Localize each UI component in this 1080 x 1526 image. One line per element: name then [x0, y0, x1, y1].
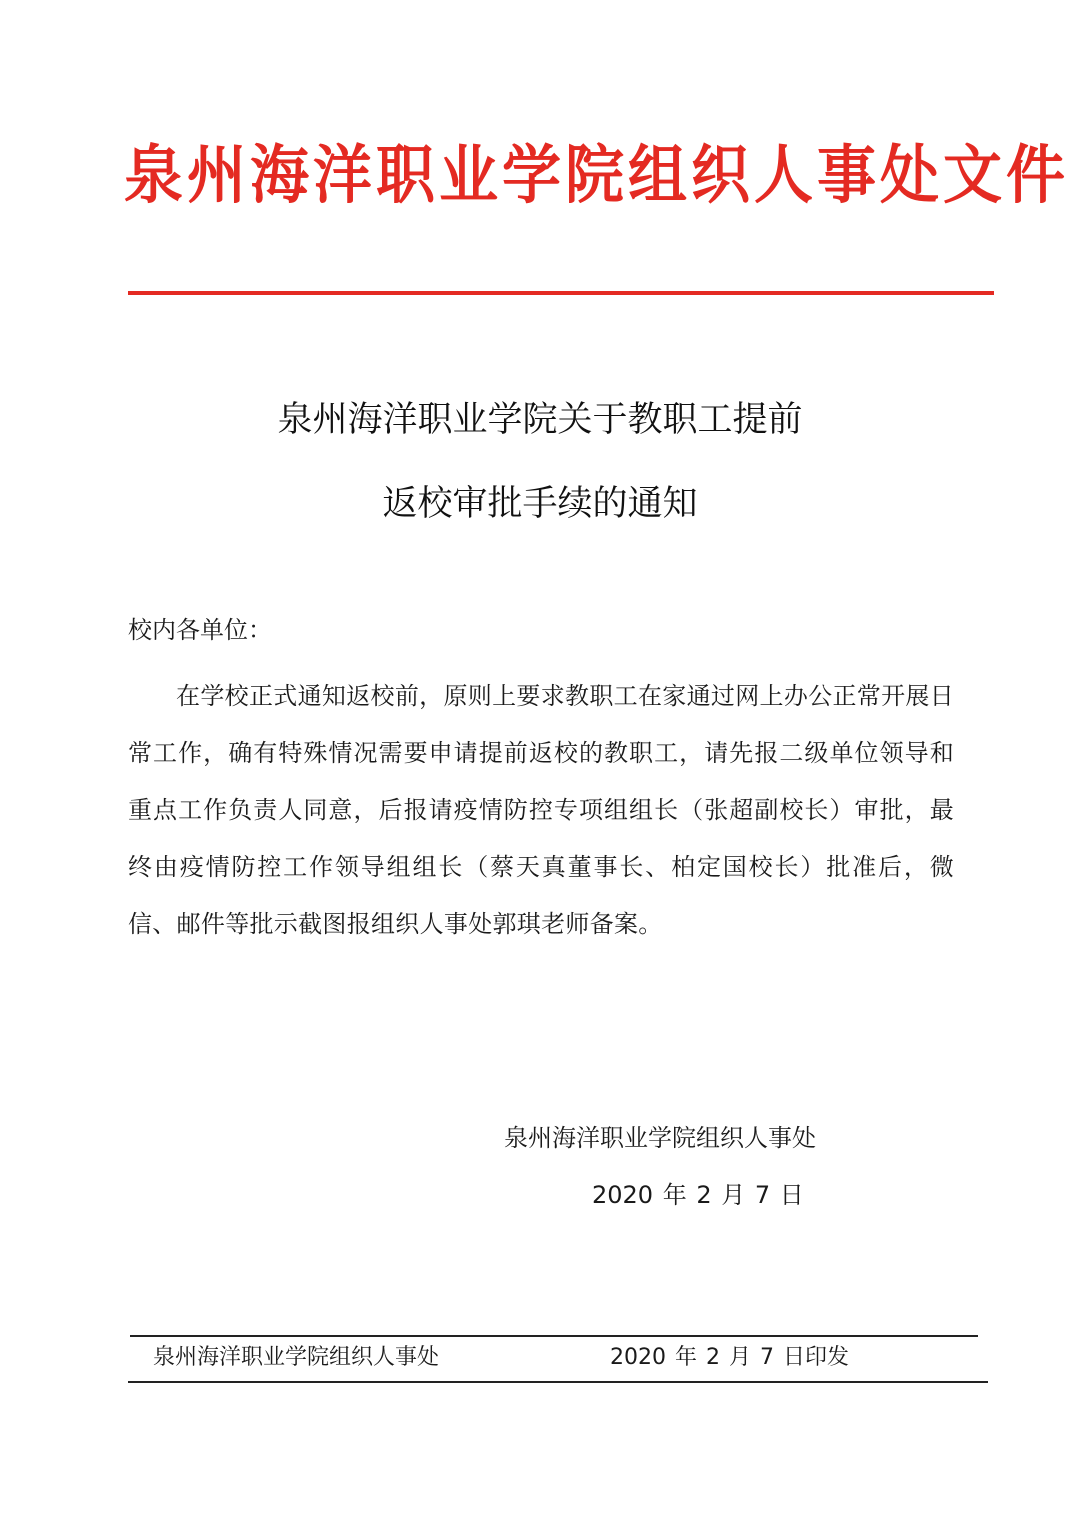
masthead-title: 泉州海洋职业学院组织人事处文件 [124, 137, 1070, 213]
signature-organization: 泉州海洋职业学院组织人事处 [504, 1124, 816, 1152]
masthead-red-rule [128, 291, 994, 295]
body-paragraph: 在学校正式通知返校前，原则上要求教职工在家通过网上办公正常开展日常工作，确有特殊情况需要申请提前返校的教职工，请先报二级单位领导和重点工作负责人同意，后报请疫情防控专项组组长（张超副校长）审批，最终由疫情防控工作领导组组长（蔡天真董事长、柏定国校长）批准后，微信、邮件等批示截图报组织人事处郭琪老师备案。 [128, 682, 954, 938]
footer-organization: 泉州海洋职业学院组织人事处 [153, 1345, 440, 1370]
salutation: 校内各单位： [128, 616, 272, 644]
document-title-line-1: 泉州海洋职业学院关于教职工提前 [277, 400, 803, 440]
footer-top-rule [130, 1335, 978, 1337]
signature-date: 2020 年 2 月 7 日 [592, 1181, 804, 1209]
document-title-line-2: 返校审批手续的通知 [382, 484, 698, 524]
footer-bottom-rule [128, 1381, 988, 1383]
footer-issue-date: 2020 年 2 月 7 日印发 [610, 1345, 849, 1370]
